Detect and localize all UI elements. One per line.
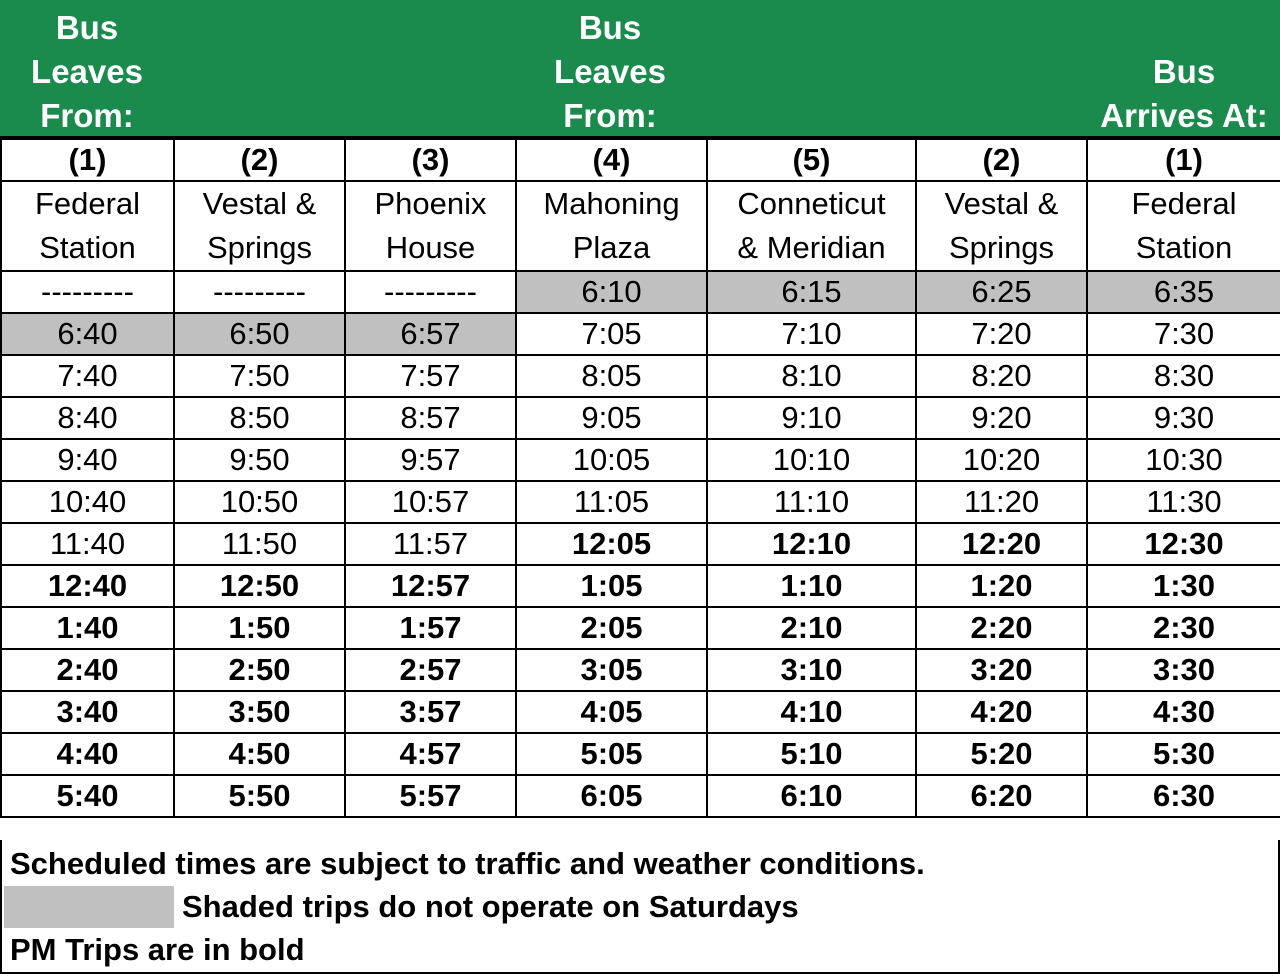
- time-cell: 8:57: [345, 397, 516, 439]
- time-cell: 10:57: [345, 481, 516, 523]
- time-cell: 4:57: [345, 733, 516, 775]
- header-text: Leaves: [31, 53, 143, 90]
- time-cell: 11:10: [707, 481, 916, 523]
- time-cell: 2:57: [345, 649, 516, 691]
- stop-name-cell: [1087, 181, 1280, 271]
- stop-number-cell: (5): [707, 139, 916, 181]
- time-cell: 12:50: [174, 565, 345, 607]
- time-cell: 1:50: [174, 607, 345, 649]
- stop-number-cell: (4): [516, 139, 707, 181]
- time-cell: 10:50: [174, 481, 345, 523]
- time-cell: 3:10: [707, 649, 916, 691]
- stop-name-line: Vestal &: [202, 186, 317, 221]
- time-cell: 4:10: [707, 691, 916, 733]
- trip-row: [1, 691, 1280, 733]
- time-cell: 9:30: [1087, 397, 1280, 439]
- stop-name-line: Mahoning: [543, 186, 680, 221]
- header-text: From:: [563, 97, 657, 134]
- time-cell: 7:10: [707, 313, 916, 355]
- time-cell: 6:50: [174, 313, 345, 355]
- header-text: From:: [40, 97, 134, 134]
- time-cell: 9:20: [916, 397, 1087, 439]
- header-text: Leaves: [554, 53, 666, 90]
- time-cell: 12:40: [1, 565, 174, 607]
- trip-row: [1, 355, 1280, 397]
- time-cell: 7:30: [1087, 313, 1280, 355]
- time-cell: 11:30: [1087, 481, 1280, 523]
- time-cell: 1:10: [707, 565, 916, 607]
- time-cell: 10:10: [707, 439, 916, 481]
- time-cell: 6:20: [916, 775, 1087, 817]
- time-cell: 6:25: [916, 271, 1087, 313]
- stop-name-line: & Meridian: [737, 230, 886, 265]
- time-cell: 5:50: [174, 775, 345, 817]
- pm-legend-text: PM Trips are in bold: [10, 932, 305, 967]
- trip-row: [1, 523, 1280, 565]
- time-cell: 8:50: [174, 397, 345, 439]
- stop-name-line: Springs: [206, 230, 313, 265]
- time-cell: 4:05: [516, 691, 707, 733]
- header-text: Bus: [578, 9, 642, 46]
- time-cell: 1:05: [516, 565, 707, 607]
- time-cell: 4:30: [1087, 691, 1280, 733]
- time-cell: 2:40: [1, 649, 174, 691]
- trip-row: [1, 481, 1280, 523]
- stop-number-cell: (1): [1087, 139, 1280, 181]
- time-cell: 12:20: [916, 523, 1087, 565]
- stop-name-cell: [174, 181, 345, 271]
- trip-row: [1, 775, 1280, 817]
- time-cell: 5:20: [916, 733, 1087, 775]
- time-cell: 5:30: [1087, 733, 1280, 775]
- trip-row: [1, 733, 1280, 775]
- header-text: Bus: [55, 9, 119, 46]
- time-cell: 3:20: [916, 649, 1087, 691]
- time-cell: 8:10: [707, 355, 916, 397]
- time-cell: 2:30: [1087, 607, 1280, 649]
- stop-name-line: Phoenix: [374, 186, 487, 221]
- stop-name-line: Plaza: [572, 230, 651, 265]
- shaded-legend-text: Shaded trips do not operate on Saturdays: [182, 889, 799, 924]
- stop-name-line: Federal: [1131, 186, 1237, 221]
- time-cell: 9:50: [174, 439, 345, 481]
- time-cell: 3:40: [1, 691, 174, 733]
- time-cell: 9:40: [1, 439, 174, 481]
- time-cell: 9:05: [516, 397, 707, 439]
- time-cell: 1:40: [1, 607, 174, 649]
- stop-name-cell: [1, 181, 174, 271]
- schedule-footer: [0, 840, 1280, 974]
- time-cell: 6:30: [1087, 775, 1280, 817]
- header-text: Bus: [1152, 53, 1216, 90]
- time-cell: 2:20: [916, 607, 1087, 649]
- time-cell: 6:05: [516, 775, 707, 817]
- stop-name-cell: [707, 181, 916, 271]
- time-cell: 12:05: [516, 523, 707, 565]
- trip-row: [1, 649, 1280, 691]
- time-cell: ---------: [174, 271, 345, 313]
- time-cell: 7:40: [1, 355, 174, 397]
- trip-row: [1, 439, 1280, 481]
- time-cell: 12:30: [1087, 523, 1280, 565]
- time-cell: 11:20: [916, 481, 1087, 523]
- stop-number-row: [1, 139, 1280, 181]
- time-cell: 11:05: [516, 481, 707, 523]
- time-cell: 10:20: [916, 439, 1087, 481]
- time-cell: 1:30: [1087, 565, 1280, 607]
- time-cell: 3:30: [1087, 649, 1280, 691]
- header-departure-1: [4, 6, 170, 138]
- stop-number-cell: (2): [916, 139, 1087, 181]
- stop-number-cell: (1): [1, 139, 174, 181]
- stop-name-line: House: [385, 230, 476, 265]
- time-cell: 10:05: [516, 439, 707, 481]
- trip-row: [1, 271, 1280, 313]
- time-cell: 1:57: [345, 607, 516, 649]
- time-cell: 3:57: [345, 691, 516, 733]
- stop-name-cell: [345, 181, 516, 271]
- time-cell: 6:35: [1087, 271, 1280, 313]
- time-cell: 8:05: [516, 355, 707, 397]
- time-cell: 5:10: [707, 733, 916, 775]
- trip-row: [1, 397, 1280, 439]
- time-cell: 2:10: [707, 607, 916, 649]
- stop-name-cell: [516, 181, 707, 271]
- time-cell: 12:10: [707, 523, 916, 565]
- stop-name-line: Federal: [34, 186, 141, 221]
- time-cell: 9:10: [707, 397, 916, 439]
- time-cell: 7:20: [916, 313, 1087, 355]
- stop-name-cell: [916, 181, 1087, 271]
- time-cell: 5:40: [1, 775, 174, 817]
- time-cell: 1:20: [916, 565, 1087, 607]
- time-cell: 2:50: [174, 649, 345, 691]
- time-cell: 3:50: [174, 691, 345, 733]
- time-cell: 4:20: [916, 691, 1087, 733]
- shaded-legend-swatch: [4, 886, 174, 928]
- time-cell: 2:05: [516, 607, 707, 649]
- time-cell: 6:10: [516, 271, 707, 313]
- time-cell: 3:05: [516, 649, 707, 691]
- stop-name-line: Springs: [948, 230, 1055, 265]
- stop-name-line: Station: [39, 230, 136, 265]
- stop-name-line: Station: [1135, 230, 1233, 265]
- time-cell: 9:57: [345, 439, 516, 481]
- time-cell: 6:15: [707, 271, 916, 313]
- time-cell: 4:50: [174, 733, 345, 775]
- header-arrival: [1090, 50, 1278, 138]
- time-cell: 10:40: [1, 481, 174, 523]
- time-cell: 8:30: [1087, 355, 1280, 397]
- header-departure-2: [520, 6, 700, 138]
- time-cell: 6:57: [345, 313, 516, 355]
- stop-name-line: Vestal &: [944, 186, 1059, 221]
- time-cell: 4:40: [1, 733, 174, 775]
- time-cell: 5:05: [516, 733, 707, 775]
- stop-name-line: Conneticut: [737, 186, 886, 221]
- stop-number-cell: (3): [345, 139, 516, 181]
- traffic-note: Scheduled times are subject to traffic and weather conditions.: [10, 846, 925, 881]
- time-cell: 12:57: [345, 565, 516, 607]
- trip-row: [1, 313, 1280, 355]
- time-cell: 11:57: [345, 523, 516, 565]
- time-cell: 7:05: [516, 313, 707, 355]
- time-cell: 7:50: [174, 355, 345, 397]
- timetable: [0, 138, 1280, 818]
- time-cell: 8:20: [916, 355, 1087, 397]
- trip-row: [1, 607, 1280, 649]
- time-cell: 10:30: [1087, 439, 1280, 481]
- schedule-header: [0, 0, 1280, 138]
- time-cell: 6:40: [1, 313, 174, 355]
- stop-number-cell: (2): [174, 139, 345, 181]
- time-cell: 7:57: [345, 355, 516, 397]
- time-cell: 5:57: [345, 775, 516, 817]
- trip-row: [1, 565, 1280, 607]
- header-text: Arrives At:: [1100, 97, 1268, 134]
- time-cell: ---------: [345, 271, 516, 313]
- time-cell: 8:40: [1, 397, 174, 439]
- time-cell: 11:50: [174, 523, 345, 565]
- time-cell: ---------: [1, 271, 174, 313]
- time-cell: 6:10: [707, 775, 916, 817]
- time-cell: 11:40: [1, 523, 174, 565]
- stop-name-row: [1, 181, 1280, 271]
